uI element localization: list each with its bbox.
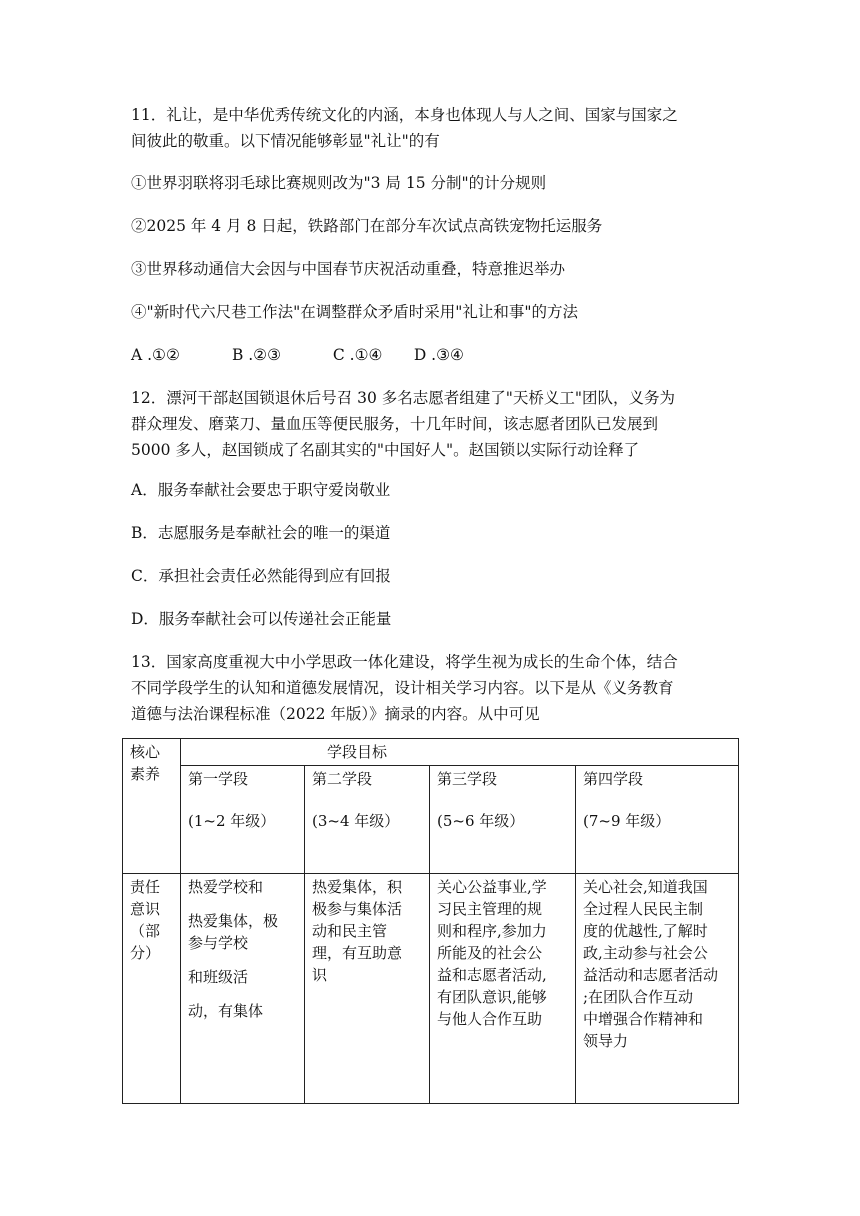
stage-1-content-cell [181,874,305,1104]
q11-choice-d: D .③④ [413,346,464,364]
q12-option-b: B．志愿服务是奉献社会的唯一的渠道 [131,524,391,542]
cell-text-line: 动和民主管 [312,922,388,940]
cell-text-line: 度的优越性,了解时 [583,922,708,940]
stage-grades: (5~6 年级） [437,812,525,830]
cell-text-line: 益和志愿者活动, [437,966,547,984]
cell-text-line: 和班级活 [188,968,249,986]
cell-text-line: 参与学校 [188,934,249,952]
cell-text-line: 领导力 [583,1032,629,1050]
stage-4-content-cell [576,874,739,1104]
row-label-line: 责任 [130,878,161,896]
stage-1-header-cell [181,766,305,874]
row-label-line: 分） [130,944,161,962]
stage-name: 第一学段 [188,770,249,788]
cell-text-line: 全过程人民民主制 [583,900,704,918]
stage-grades: (1~2 年级） [188,812,276,830]
q11-choice-a: A .①② [131,346,180,364]
row-label-line: 意识 [130,900,161,918]
corner-line: 核心 [130,743,161,761]
cell-text-line: 习民主管理的规 [437,900,543,918]
stage-4-header-cell [576,766,739,874]
row-label-cell [123,874,181,1104]
cell-text-line: ;在团队合作互动 [583,988,694,1006]
core-literacy-header-cell [123,739,181,874]
curriculum-standards-table [122,738,739,1104]
stage-name: 第四学段 [583,770,644,788]
stage-grades: (3~4 年级） [312,812,400,830]
stage-name: 第三学段 [437,770,498,788]
stage-name: 第二学段 [312,770,373,788]
q12-stem-line-2: 群众理发、磨菜刀、量血压等便民服务，十几年时间，该志愿者团队已发展到 [131,415,659,433]
cell-text-line: 益活动和志愿者活动 [583,966,719,984]
cell-text-line: 极参与集体活 [312,900,403,918]
stage-header-row [123,766,739,874]
stage-3-header-cell [430,766,576,874]
cell-text-line: 则和程序,参加力 [437,922,547,940]
stage-goals-header-cell: 学段目标 [181,739,739,766]
q11-choice-c: C .①④ [332,346,383,364]
q12-option-c: C．承担社会责任必然能得到应有回报 [131,567,391,585]
cell-text-line: 有团队意识,能够 [437,988,547,1006]
q13-stem-line-1: 13．国家高度重视大中小学思政一体化建设，将学生视为成长的生命个体，结合 [131,653,678,671]
q12-stem-line-1: 12．漂河干部赵国锁退休后号召 30 多名志愿者组建了"天桥义工"团队，义务为 [131,389,676,407]
q11-stem-line-2: 间彼此的敬重。以下情况能够彰显"礼让"的有 [131,132,440,150]
q11-item-2: ②2025 年 4 月 8 日起，铁路部门在部分车次试点高铁宠物托运服务 [131,217,603,235]
cell-text-line: 关心公益事业,学 [437,878,547,896]
cell-text-line: 中增强合作精神和 [583,1010,704,1028]
q11-stem-line-1: 11．礼让，是中华优秀传统文化的内涵，本身也体现人与人之间、国家与国家之 [131,106,678,124]
cell-text-line: 关心社会,知道我国 [583,878,708,896]
stage-3-content-cell [430,874,576,1104]
q13-stem-line-2: 不同学段学生的认知和道德发展情况，设计相关学习内容。以下是从《义务教育 [131,679,674,697]
corner-line: 素养 [130,765,161,783]
row-label-line: （部 [130,922,161,940]
q11-item-1: ①世界羽联将羽毛球比赛规则改为"3 局 15 分制"的计分规则 [131,174,547,192]
q11-choice-b: B .②③ [231,346,281,364]
cell-text-line: 理，有互助意 [312,944,403,962]
q11-choices [131,345,464,365]
stage-2-content-cell [305,874,430,1104]
cell-text-line: 热爱集体，极 [188,912,279,930]
stage-grades: (7~9 年级） [583,812,671,830]
cell-text-line: 识 [312,966,328,984]
cell-text-line: 动，有集体 [188,1002,264,1020]
cell-text-line: 与他人合作互助 [437,1010,543,1028]
cell-text-line: 热爱集体，积 [312,878,403,896]
cell-text-line: 所能及的社会公 [437,944,543,962]
q13-stem-line-3: 道德与法治课程标准（2022 年版）》摘录的内容。从中可见 [131,705,540,723]
q11-item-4: ④"新时代六尺巷工作法"在调整群众矛盾时采用"礼让和事"的方法 [131,303,579,321]
responsibility-row [123,874,739,1104]
cell-text-line: 政,主动参与社会公 [583,944,708,962]
cell-text-line: 热爱学校和 [188,878,264,896]
table-header-row [123,739,739,766]
q12-option-a: A．服务奉献社会要忠于职守爱岗敬业 [131,481,391,499]
q11-item-3: ③世界移动通信大会因与中国春节庆祝活动重叠，特意推迟举办 [131,260,566,278]
stage-2-header-cell [305,766,430,874]
q12-option-d: D．服务奉献社会可以传递社会正能量 [131,610,392,628]
q12-stem-line-3: 5000 多人，赵国锁成了名副其实的"中国好人"。赵国锁以实际行动诠释了 [131,441,640,459]
